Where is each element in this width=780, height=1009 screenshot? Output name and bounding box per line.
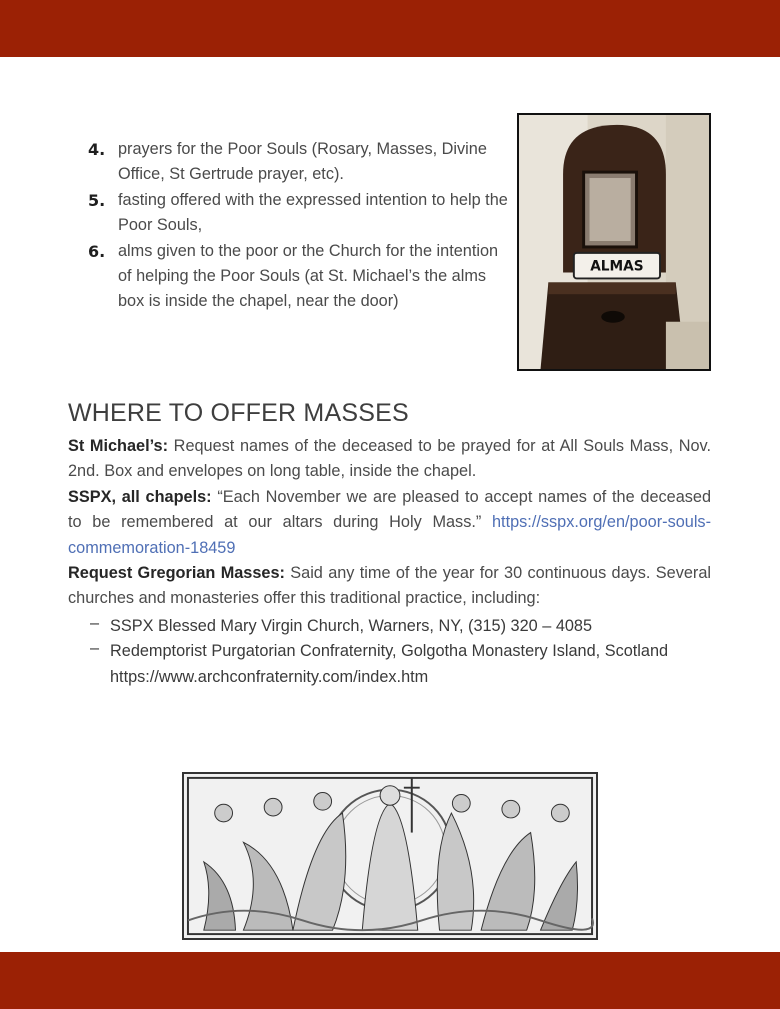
masses-info — [68, 434, 711, 690]
list-item — [88, 137, 508, 188]
archconfraternity-link[interactable]: https://www.archconfraternity.com/index.htm — [110, 667, 429, 686]
list-number: 5. — [88, 190, 106, 210]
gregorian-label: Request Gregorian Masses: — [68, 564, 285, 583]
gregorian-paragraph — [68, 561, 711, 612]
list-text: prayers for the Poor Souls (Rosary, Masses, Divine Office, St Gertrude prayer, etc). — [118, 140, 487, 184]
bottom-color-band — [0, 952, 780, 1009]
sspx-text: “Each November we are pleased to accept names of the deceased to be remembered at our altars during Holy Mass.” — [68, 487, 711, 532]
dash-bullet: – — [90, 613, 100, 632]
st-michaels-label: St Michael’s: — [68, 437, 169, 455]
list-item — [88, 239, 508, 315]
list-text: fasting offered with the expressed intention to help the Poor Souls, — [118, 190, 508, 235]
gregorian-sources-list — [68, 614, 711, 690]
sspx-label: SSPX, all chapels: — [68, 487, 212, 506]
dash-bullet: – — [90, 639, 100, 658]
sspx-link[interactable]: https://sspx.org/en/poor-souls-commemoration-18459 — [68, 513, 711, 557]
section-heading: WHERE TO OFFER MASSES — [68, 399, 409, 427]
list-item — [90, 639, 711, 690]
source-text: Redemptorist Purgatorian Confraternity, Golgotha Monastery Island, Scotland — [110, 642, 669, 661]
alms-box-photo — [517, 113, 711, 371]
list-number: 4. — [88, 140, 106, 159]
sspx-paragraph — [68, 485, 711, 561]
purgatory-engraving — [182, 772, 598, 940]
list-text: alms given to the poor or the Church for the intention of helping the Poor Souls (at St. Michael’s the alms box is inside the chapel, near the door) — [118, 241, 499, 311]
gregorian-text: Said any time of the year for 30 continuous days. Several churches and monasteries offer this traditional practice, including: — [68, 564, 711, 608]
list-item — [88, 188, 508, 239]
alms-sign-text: ALMAS — [590, 258, 644, 275]
list-number: 6. — [88, 241, 106, 261]
poor-souls-list — [88, 137, 508, 315]
top-color-band — [0, 0, 780, 57]
st-michaels-paragraph — [68, 434, 711, 485]
source-text: SSPX Blessed Mary Virgin Church, Warners, NY, (315) 320 – 4085 — [110, 616, 593, 635]
st-michaels-text: Request names of the deceased to be prayed for at All Souls Mass, Nov. 2nd. Box and envelopes on long table, inside the chapel. — [68, 437, 711, 481]
list-item — [90, 614, 711, 639]
